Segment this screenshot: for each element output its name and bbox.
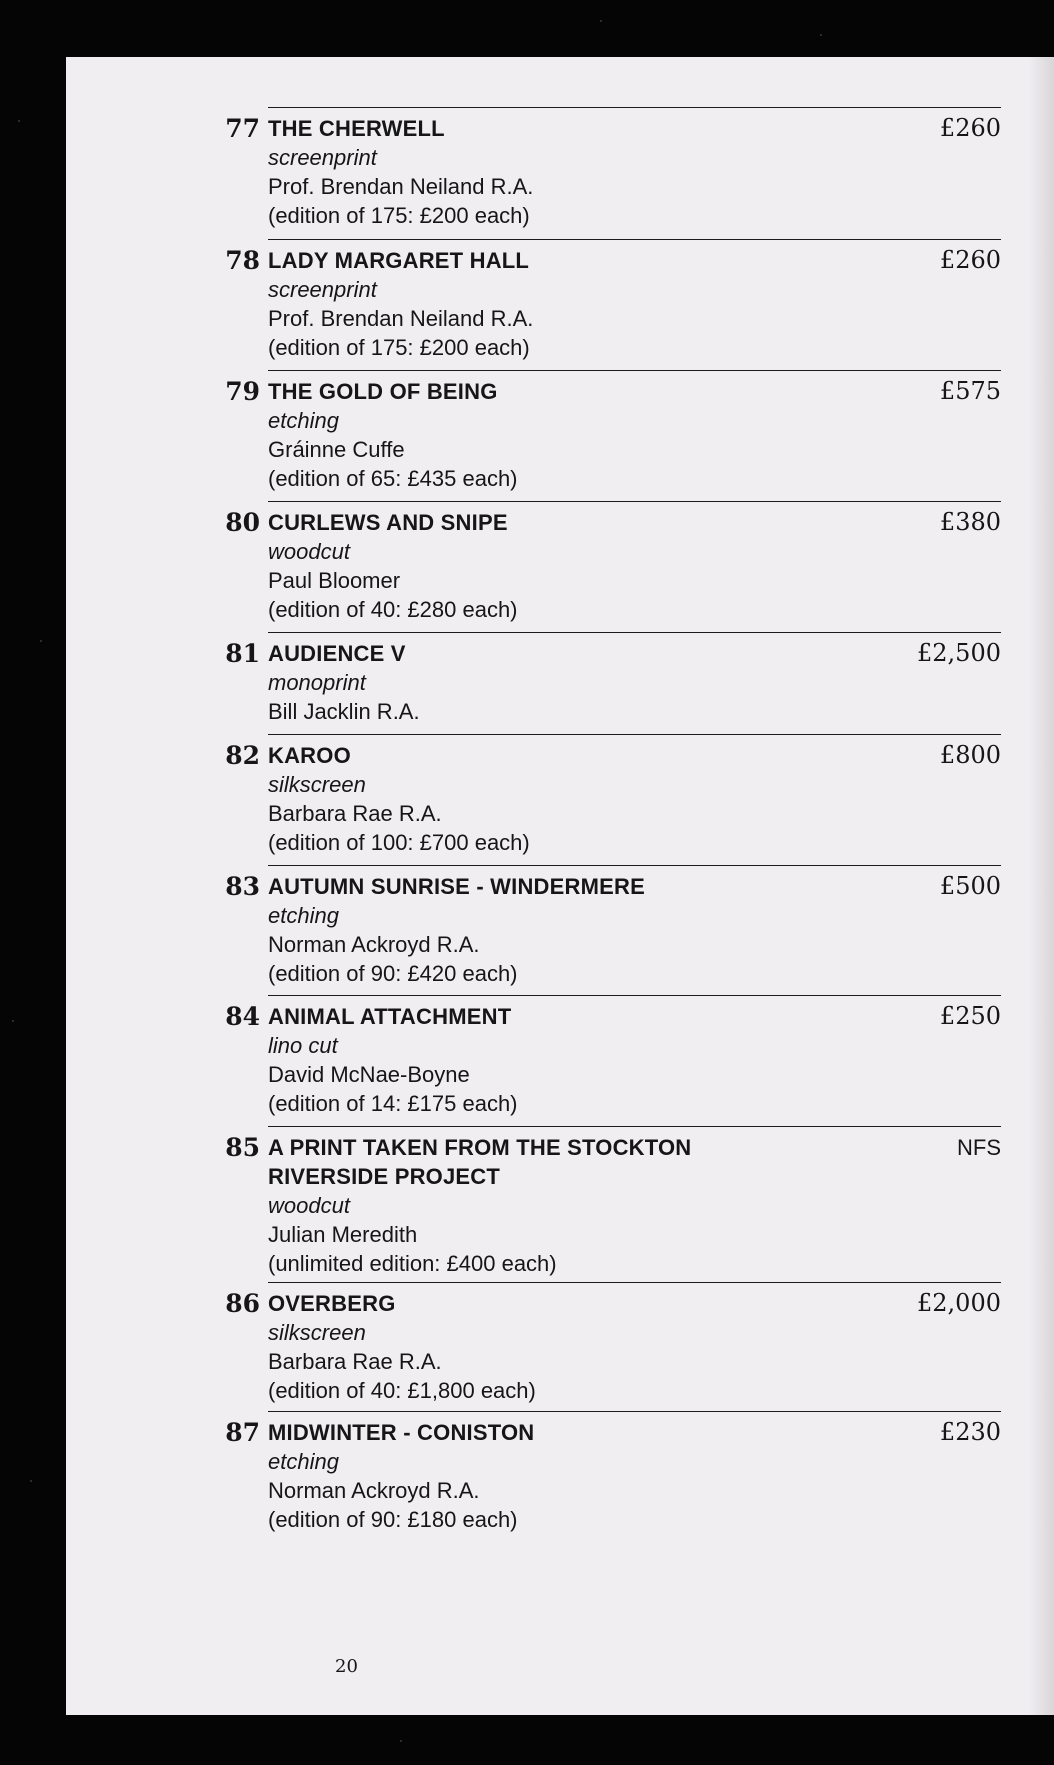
catalogue-entry bbox=[225, 995, 1001, 1118]
entry-edition: (edition of 175: £200 each) bbox=[268, 335, 530, 360]
entry-title: AUTUMN SUNRISE - WINDERMERE bbox=[268, 874, 645, 899]
catalogue-entry bbox=[225, 865, 1001, 988]
entry-artist: Norman Ackroyd R.A. bbox=[268, 1478, 480, 1503]
entry-edition: (edition of 90: £180 each) bbox=[268, 1507, 518, 1532]
entry-number: 82 bbox=[225, 741, 260, 770]
entry-price: NFS bbox=[957, 1135, 1001, 1160]
entry-artist: Julian Meredith bbox=[268, 1222, 418, 1247]
catalogue-entry bbox=[225, 1411, 1001, 1534]
entry-details bbox=[268, 996, 828, 1118]
entry-title: MIDWINTER - CONISTON bbox=[268, 1420, 535, 1445]
page-number: 20 bbox=[335, 1656, 358, 1677]
entry-number: 79 bbox=[225, 377, 260, 406]
catalogue-entry bbox=[225, 1282, 1001, 1405]
entry-artist: Gráinne Cuffe bbox=[268, 437, 405, 462]
entry-medium: silkscreen bbox=[268, 772, 366, 797]
entry-details bbox=[268, 502, 828, 624]
entry-artist: David McNae-Boyne bbox=[268, 1062, 470, 1087]
entry-price: £260 bbox=[939, 246, 1001, 274]
entry-details bbox=[268, 1283, 828, 1405]
entry-title: LADY MARGARET HALL bbox=[268, 248, 530, 273]
entry-details bbox=[268, 240, 828, 362]
entry-number: 86 bbox=[225, 1289, 260, 1318]
entry-medium: woodcut bbox=[268, 539, 350, 564]
entry-details bbox=[268, 735, 828, 857]
entry-number: 83 bbox=[225, 872, 260, 901]
catalogue-entry bbox=[225, 107, 1001, 230]
entry-medium: lino cut bbox=[268, 1033, 338, 1058]
entry-price: £2,500 bbox=[917, 639, 1001, 667]
entry-number: 78 bbox=[225, 246, 260, 275]
page-edge-shadow bbox=[1028, 57, 1054, 1715]
entry-details bbox=[268, 1127, 828, 1278]
catalogue-entry bbox=[225, 1126, 1001, 1278]
catalogue-entry bbox=[225, 501, 1001, 624]
entry-artist: Barbara Rae R.A. bbox=[268, 1349, 442, 1374]
entry-details bbox=[268, 371, 828, 493]
entry-title: OVERBERG bbox=[268, 1291, 396, 1316]
entry-artist: Prof. Brendan Neiland R.A. bbox=[268, 306, 534, 331]
entry-medium: etching bbox=[268, 408, 339, 433]
entry-number: 87 bbox=[225, 1418, 260, 1447]
catalogue-entry bbox=[225, 370, 1001, 493]
entry-edition: (edition of 100: £700 each) bbox=[268, 830, 530, 855]
entry-artist: Bill Jacklin R.A. bbox=[268, 699, 420, 724]
entry-medium: etching bbox=[268, 903, 339, 928]
entry-price: £800 bbox=[939, 741, 1001, 769]
entry-medium: screenprint bbox=[268, 277, 377, 302]
entry-title: THE CHERWELL bbox=[268, 116, 445, 141]
entry-artist: Paul Bloomer bbox=[268, 568, 401, 593]
entry-title: CURLEWS AND SNIPE bbox=[268, 510, 508, 535]
entry-artist: Prof. Brendan Neiland R.A. bbox=[268, 174, 534, 199]
entry-number: 81 bbox=[225, 639, 260, 668]
entry-title: KAROO bbox=[268, 743, 351, 768]
entry-edition: (edition of 40: £1,800 each) bbox=[268, 1378, 536, 1403]
entry-medium: woodcut bbox=[268, 1193, 350, 1218]
entry-title: A PRINT TAKEN FROM THE STOCKTON RIVERSIDE PROJECT bbox=[268, 1135, 692, 1189]
entry-details bbox=[268, 108, 828, 230]
entry-medium: etching bbox=[268, 1449, 339, 1474]
entry-medium: monoprint bbox=[268, 670, 366, 695]
entry-number: 77 bbox=[225, 114, 260, 143]
entry-artist: Barbara Rae R.A. bbox=[268, 801, 442, 826]
entry-number: 84 bbox=[225, 1002, 260, 1031]
entry-price: £2,000 bbox=[917, 1289, 1001, 1317]
entry-price: £250 bbox=[939, 1002, 1001, 1030]
entry-number: 80 bbox=[225, 508, 260, 537]
entry-title: THE GOLD OF BEING bbox=[268, 379, 498, 404]
entry-price: £500 bbox=[939, 872, 1001, 900]
entry-edition: (edition of 14: £175 each) bbox=[268, 1091, 518, 1116]
catalogue-entry bbox=[225, 632, 1001, 726]
entry-price: £575 bbox=[939, 377, 1001, 405]
entry-edition: (edition of 90: £420 each) bbox=[268, 961, 518, 986]
entry-price: £230 bbox=[939, 1418, 1001, 1446]
entry-artist: Norman Ackroyd R.A. bbox=[268, 932, 480, 957]
entry-number: 85 bbox=[225, 1133, 260, 1162]
catalogue-entry bbox=[225, 734, 1001, 857]
entry-edition: (edition of 40: £280 each) bbox=[268, 597, 518, 622]
catalogue-entry bbox=[225, 239, 1001, 362]
entry-price: £380 bbox=[939, 508, 1001, 536]
entry-details bbox=[268, 866, 828, 988]
entry-edition: (edition of 175: £200 each) bbox=[268, 203, 530, 228]
entry-edition: (edition of 65: £435 each) bbox=[268, 466, 518, 491]
entry-medium: silkscreen bbox=[268, 1320, 366, 1345]
entry-title: ANIMAL ATTACHMENT bbox=[268, 1004, 512, 1029]
entry-details bbox=[268, 633, 828, 726]
entry-title: AUDIENCE V bbox=[268, 641, 406, 666]
entry-edition: (unlimited edition: £400 each) bbox=[268, 1251, 557, 1276]
entry-price: £260 bbox=[939, 114, 1001, 142]
entry-medium: screenprint bbox=[268, 145, 377, 170]
entry-details bbox=[268, 1412, 828, 1534]
